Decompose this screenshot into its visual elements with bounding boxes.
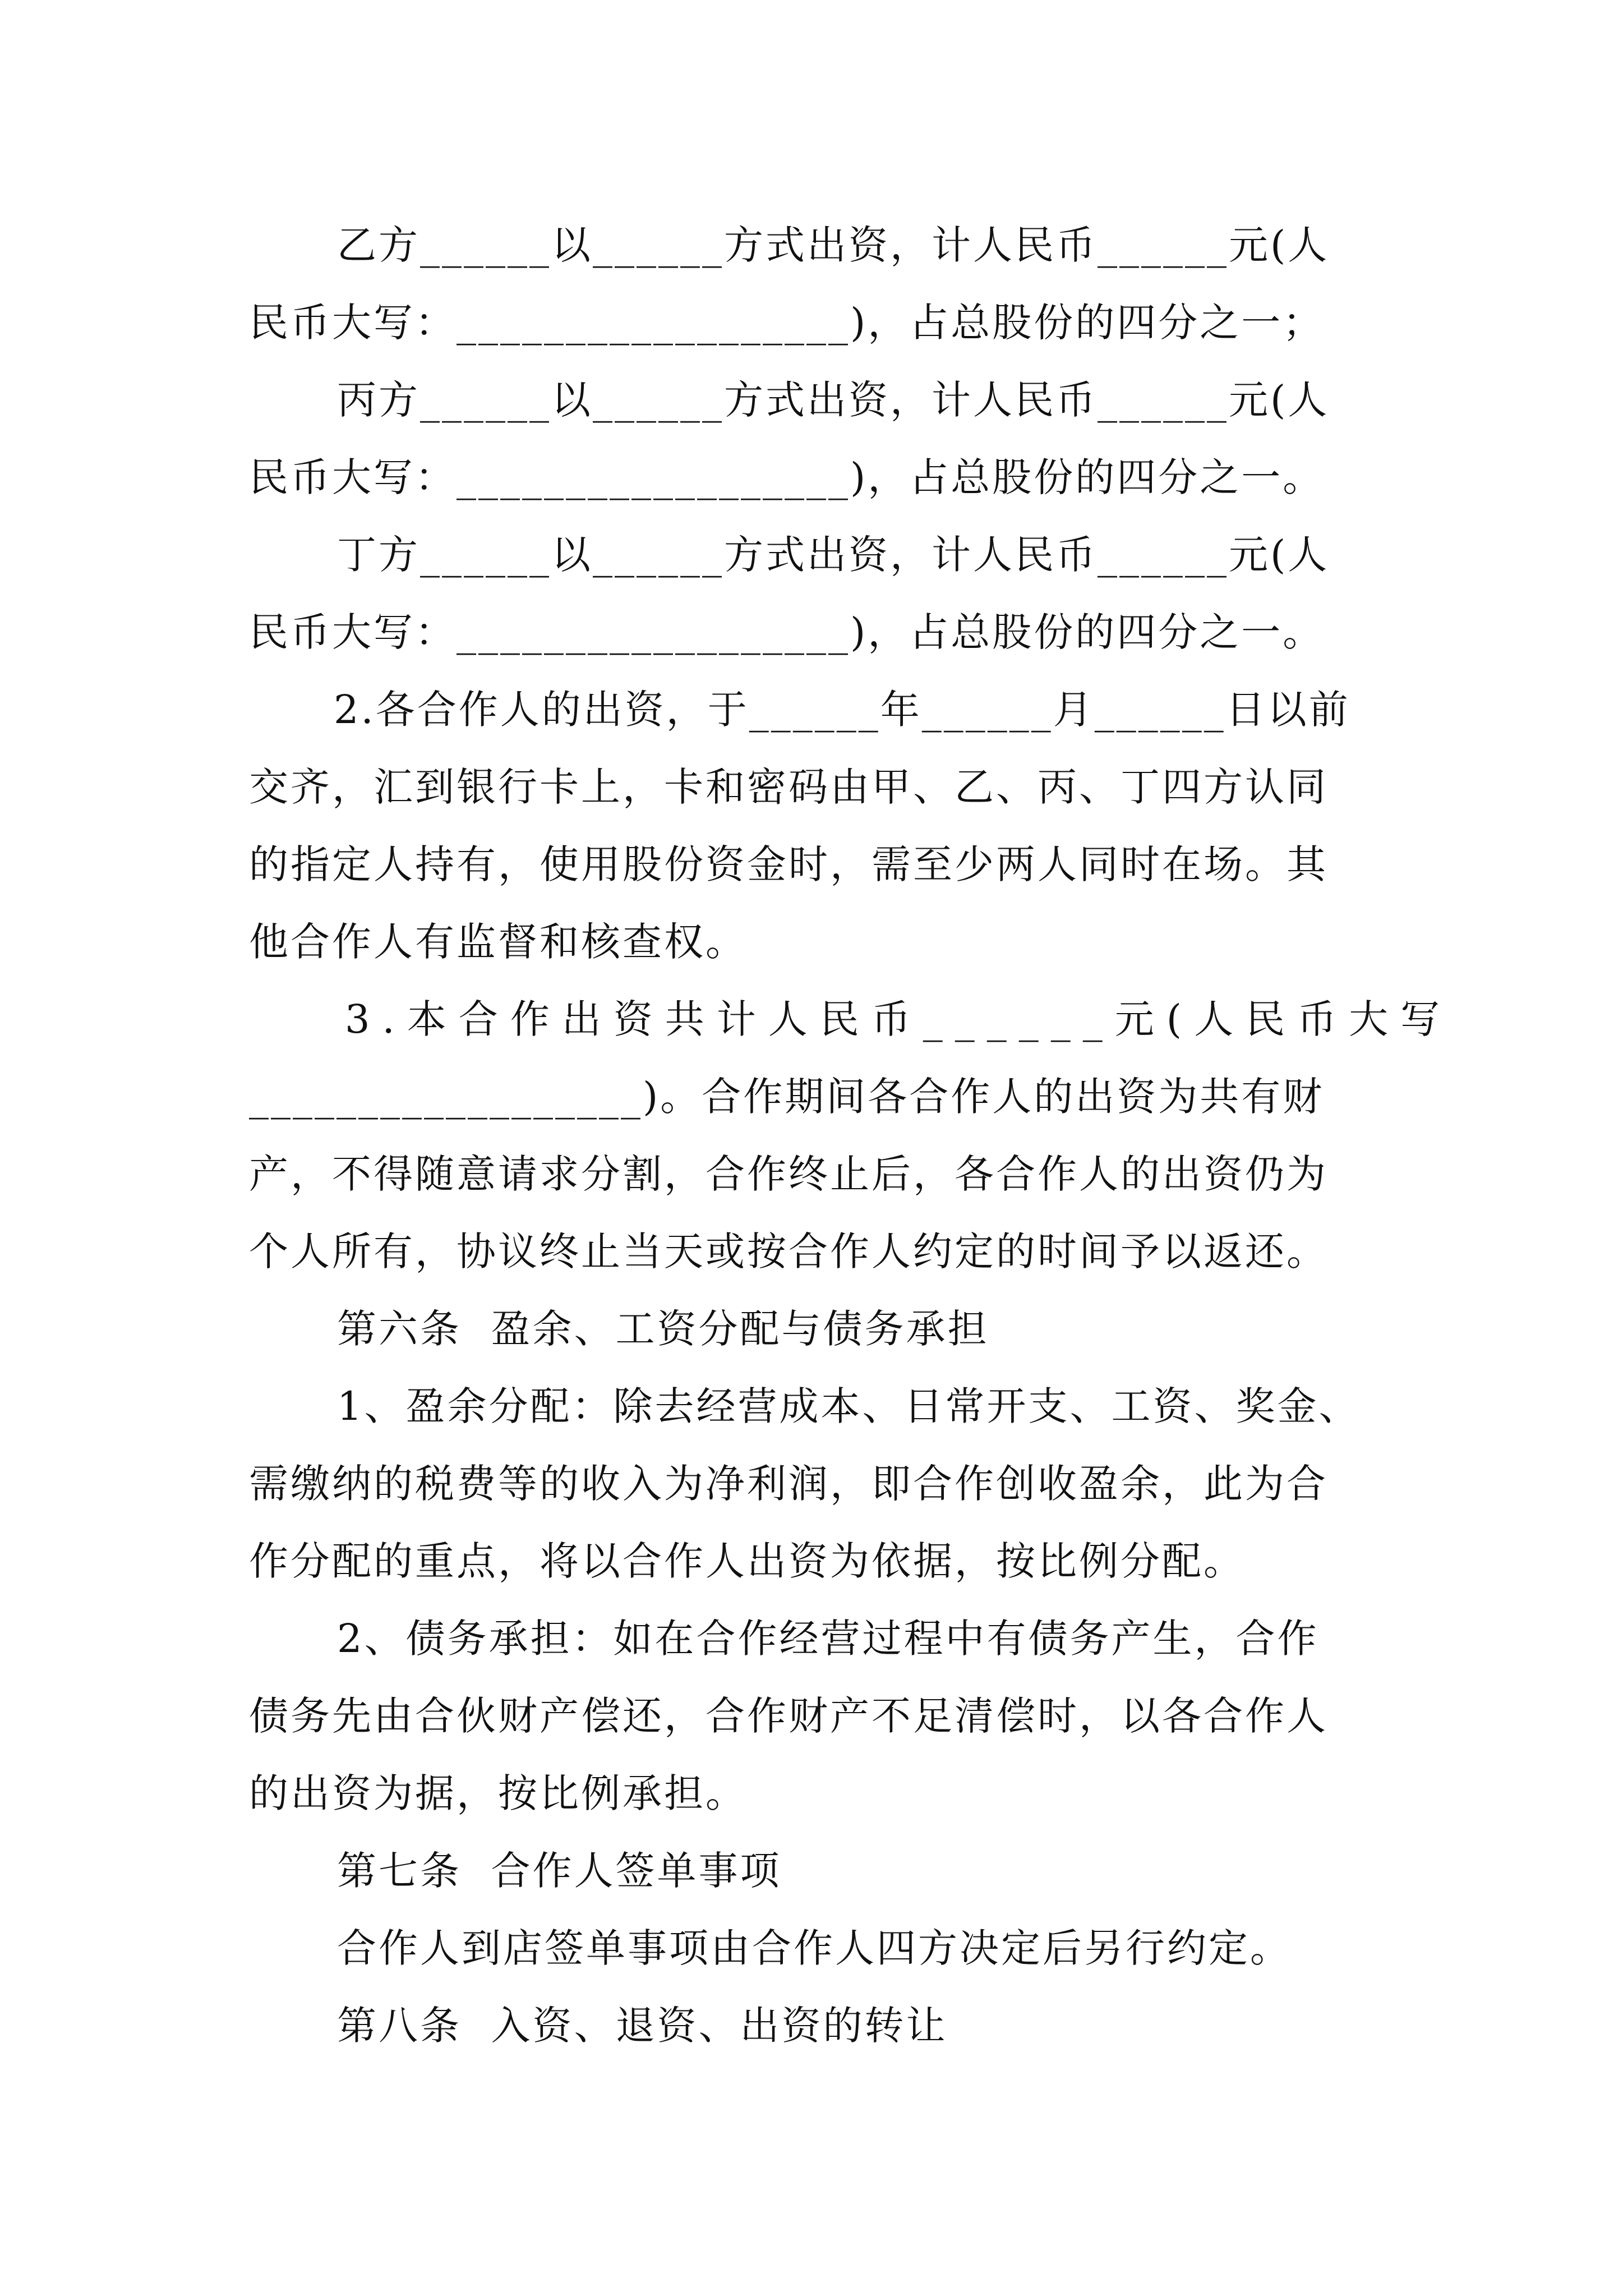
text-line: 民币大写：__________________)，占总股份的四分之一。 xyxy=(249,454,1325,500)
text-line: __________________)。合作期间各合作人的出资为共有财 xyxy=(249,1074,1325,1120)
text-line: 产，不得随意请求分割，合作终止后，各合作人的出资仍为 xyxy=(249,1151,1328,1197)
text-line: 2.各合作人的出资，于______年______月______日以前 xyxy=(334,687,1350,733)
text-line: 个人所有，协议终止当天或按合作人约定的时间予以返还。 xyxy=(249,1228,1328,1274)
text-line: 民币大写：__________________)，占总股份的四分之一； xyxy=(249,300,1325,346)
text-line: 合作人到店签单事项由合作人四方决定后另行约定。 xyxy=(337,1925,1292,1971)
text-line: 2、债务承担：如在合作经营过程中有债务产生，合作 xyxy=(337,1616,1319,1662)
text-line: 1、盈余分配：除去经营成本、日常开支、工资、奖金、 xyxy=(337,1383,1361,1429)
text-line: 他合作人有监督和核查权。 xyxy=(249,919,747,965)
text-line: 债务先由合伙财产偿还，合作财产不足清偿时，以各合作人 xyxy=(249,1693,1328,1739)
text-line: 民币大写：__________________)，占总股份的四分之一。 xyxy=(249,609,1325,655)
text-line: 作分配的重点，将以合作人出资为依据，按比例分配。 xyxy=(249,1538,1245,1584)
text-line: 的指定人持有，使用股份资金时，需至少两人同时在场。其 xyxy=(249,841,1328,887)
text-line: 的出资为据，按比例承担。 xyxy=(249,1770,747,1816)
text-line: 需缴纳的税费等的收入为净利润，即合作创收盈余，此为合 xyxy=(249,1461,1328,1507)
text-line: 乙方______以______方式出资，计人民币______元(人 xyxy=(337,222,1330,268)
text-line: 丁方______以______方式出资，计人民币______元(人 xyxy=(337,532,1330,578)
section-heading: 第八条 入资、退资、出资的转让 xyxy=(337,2003,948,2049)
text-line: 交齐，汇到银行卡上，卡和密码由甲、乙、丙、丁四方认同 xyxy=(249,764,1328,810)
section-heading: 第七条 合作人签单事项 xyxy=(337,1848,782,1894)
section-heading: 第六条 盈余、工资分配与债务承担 xyxy=(337,1306,989,1352)
text-line: 丙方______以______方式出资，计人民币______元(人 xyxy=(337,377,1330,423)
text-line: 3.本合作出资共计人民币______元(人民币大写 xyxy=(345,996,1453,1042)
